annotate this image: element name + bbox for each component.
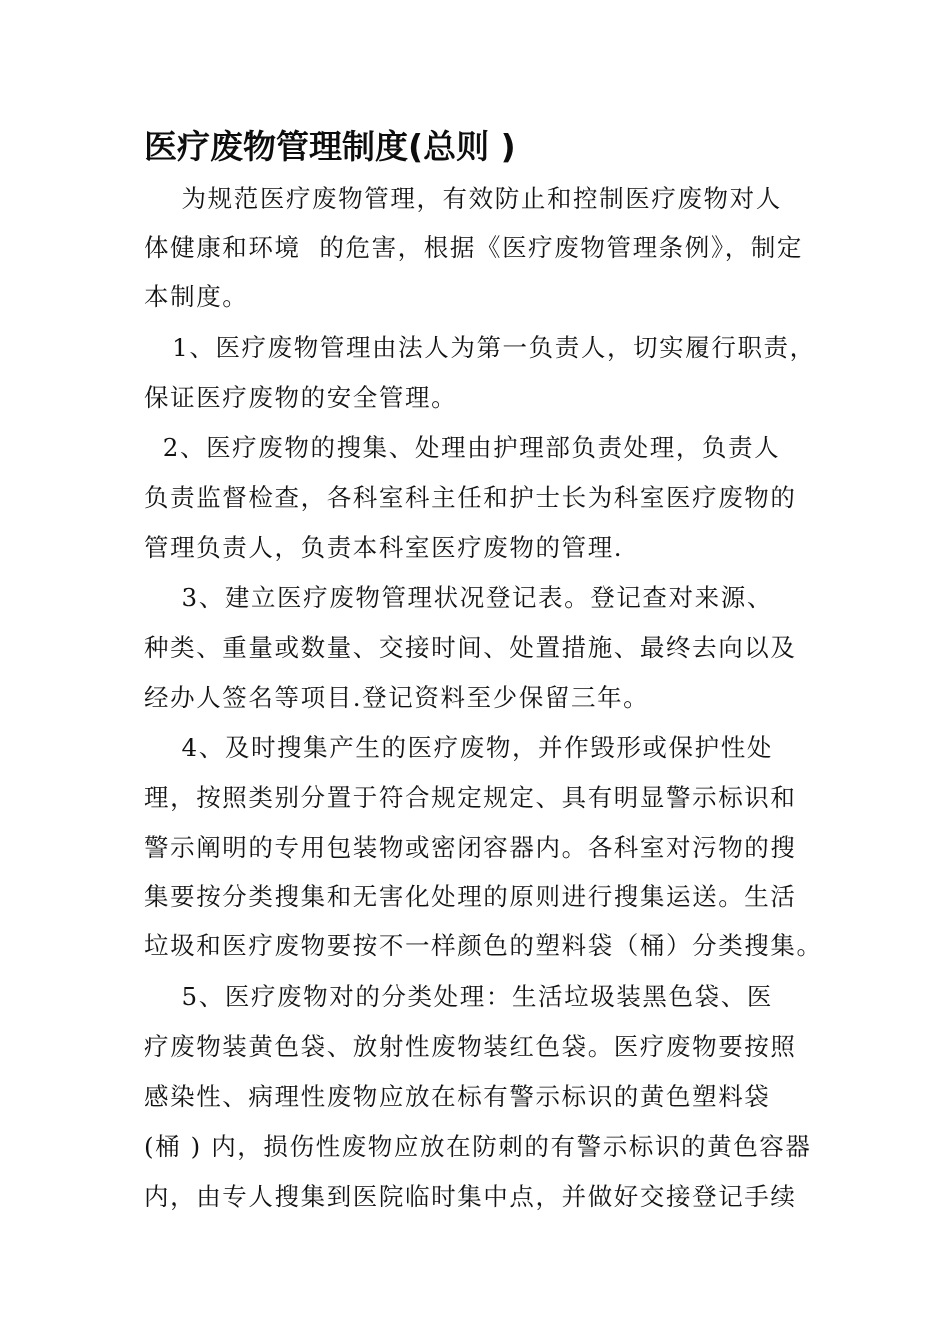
paragraph-line: 经办人签名等项目.登记资料至少保留三年。 (144, 683, 650, 712)
paragraph-line: 5、医疗废物对的分类处理：生活垃圾装黑色袋、医 (144, 982, 773, 1011)
paragraph-line: 管理负责人，负责本科室医疗废物的管理. (144, 533, 624, 562)
paragraph-line: 为规范医疗废物管理，有效防止和控制医疗废物对人 (144, 184, 782, 213)
paragraph-line: 2、医疗废物的搜集、处理由护理部负责处理，负责人 (144, 433, 781, 462)
paragraph-line: 保证医疗废物的安全管理。 (144, 383, 458, 412)
document-title: 医疗废物管理制度(总则 ) (144, 127, 516, 166)
paragraph-line: (桶 ) 内，损伤性废物应放在防刺的有警示标识的黄色容器 (144, 1132, 812, 1161)
paragraph-line: 感染性、病理性废物应放在标有警示标识的黄色塑料袋 (144, 1082, 771, 1111)
paragraph-line: 本制度。 (144, 282, 249, 311)
paragraph-line: 内，由专人搜集到医院临时集中点，并做好交接登记手续 (144, 1182, 797, 1211)
paragraph-line: 垃圾和医疗废物要按不一样颜色的塑料袋（桶）分类搜集。 (144, 931, 823, 960)
paragraph-line: 疗废物装黄色袋、放射性废物装红色袋。医疗废物要按照 (144, 1032, 797, 1061)
paragraph-line: 警示阐明的专用包装物或密闭容器内。各科室对污物的搜 (144, 833, 797, 862)
paragraph-line: 负责监督检查，各科室科主任和护士长为科室医疗废物的 (144, 483, 797, 512)
paragraph-line: 体健康和环境 的危害，根据《医疗废物管理条例》，制定 (144, 233, 804, 262)
paragraph-line: 3、建立医疗废物管理状况登记表。登记查对来源、 (144, 583, 773, 612)
paragraph-line: 集要按分类搜集和无害化处理的原则进行搜集运送。生活 (144, 882, 797, 911)
paragraph-line: 种类、重量或数量、交接时间、处置措施、最终去向以及 (144, 633, 797, 662)
paragraph-line: 1、医疗废物管理由法人为第一负责人，切实履行职责， (144, 333, 816, 362)
paragraph-line: 理，按照类别分置于符合规定规定、具有明显警示标识和 (144, 783, 797, 812)
paragraph-line: 4、及时搜集产生的医疗废物，并作毁形或保护性处 (144, 733, 773, 762)
